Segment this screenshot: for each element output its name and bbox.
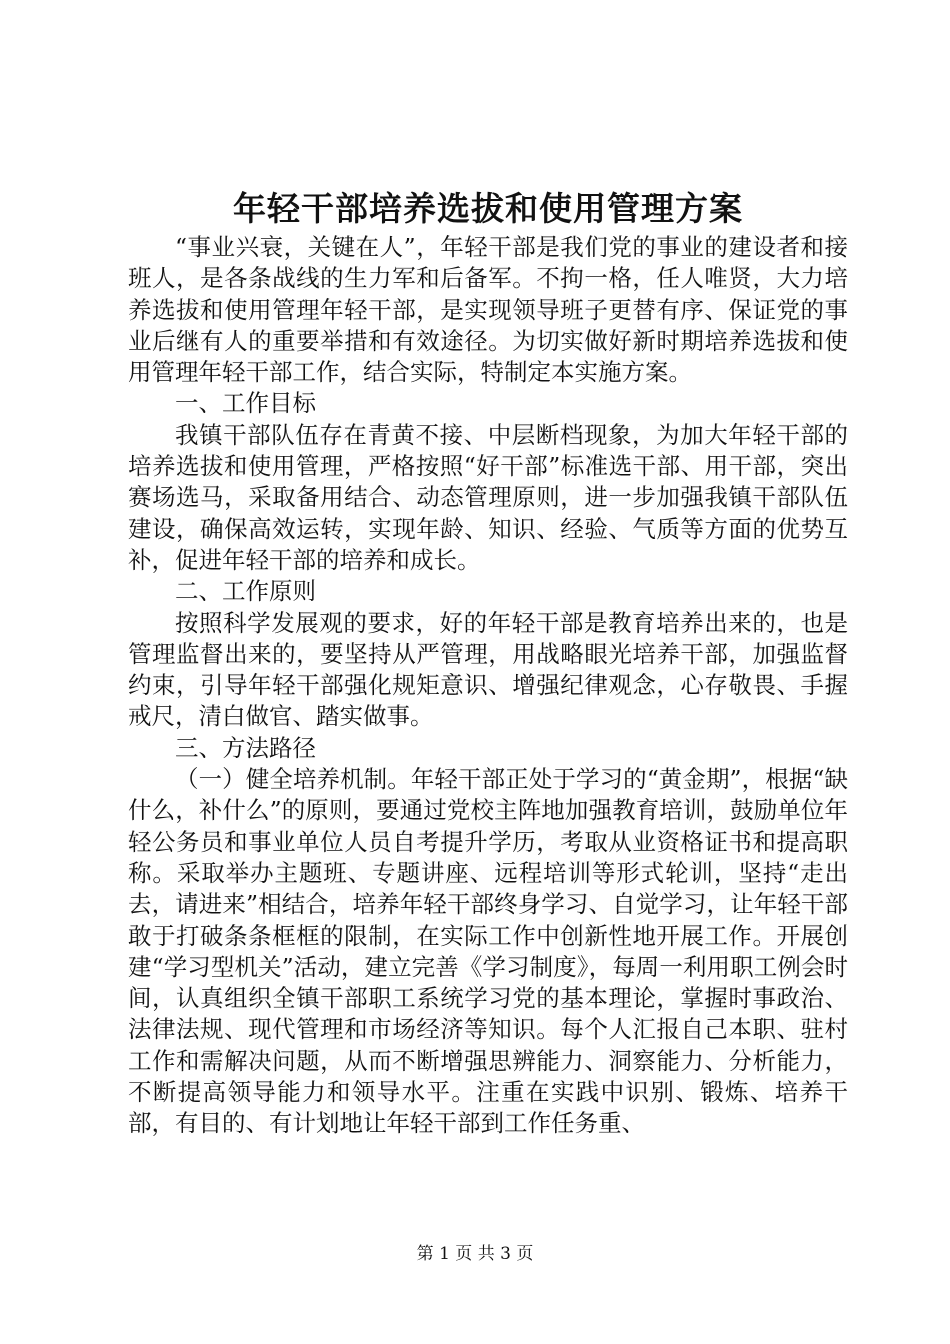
page-number-footer: 第 1 页 共 3 页: [416, 1244, 534, 1264]
section-heading-goals: 一、工作目标: [175, 389, 316, 418]
document-body: [128, 232, 848, 1140]
section-text-methods: （一）健全培养机制。年轻干部正处于学习的“黄金期”，根据“缺什么，补什么”的原则，要通过党校主阵地加强教育培训，鼓励单位年轻公务员和事业单位人员自考提升学历，考取从业资格证书和提高职称。采取举办主题班、专题讲座、远程培训等形式轮训，坚持“走出去，请进来”相结合，培养年轻干部终身学习、自觉学习，让年轻干部敢于打破条条框框的限制，在实际工作中创新性地开展工作。开展创建“学习型机关”活动，建立完善《学习制度》，每周一利用职工例会时间，认真组织全镇干部职工系统学习党的基本理论，掌握时事政治、法律法规、现代管理和市场经济等知识。每个人汇报自己本职、驻村工作和需解决问题，从而不断增强思辨能力、洞察能力、分析能力，不断提高领导能力和领导水平。注重在实践中识别、锻炼、培养干部，有目的、有计划地让年轻干部到工作任务重、: [128, 765, 848, 1138]
section-text-goals: 我镇干部队伍存在青黄不接、中层断档现象，为加大年轻干部的培养选拔和使用管理，严格按照“好干部”标准选干部、用干部，突出赛场选马，采取备用结合、动态管理原则，进一步加强我镇干部队伍建设，确保高效运转，实现年龄、知识、经验、气质等方面的优势互补，促进年轻干部的培养和成长。: [128, 420, 848, 574]
section-heading-methods: 三、方法路径: [175, 733, 316, 762]
intro-paragraph: “事业兴衰，关键在人”，年轻干部是我们党的事业的建设者和接班人，是各条战线的生力军和后备军。不拘一格，任人唯贤，大力培养选拔和使用管理年轻干部，是实现领导班子更替有序、保证党的事业后继有人的重要举措和有效途径。为切实做好新时期培养选拔和使用管理年轻干部工作，结合实际，特制定本实施方案。: [128, 233, 848, 387]
section-heading-principles: 二、工作原则: [175, 577, 316, 606]
section-text-principles: 按照科学发展观的要求，好的年轻干部是教育培养出来的，也是管理监督出来的，要坚持从严管理，用战略眼光培养干部，加强监督约束，引导年轻干部强化规矩意识、增强纪律观念，心存敬畏、手握戒尺，清白做官、踏实做事。: [128, 608, 848, 731]
document-title: 年轻干部培养选拔和使用管理方案: [233, 189, 743, 228]
